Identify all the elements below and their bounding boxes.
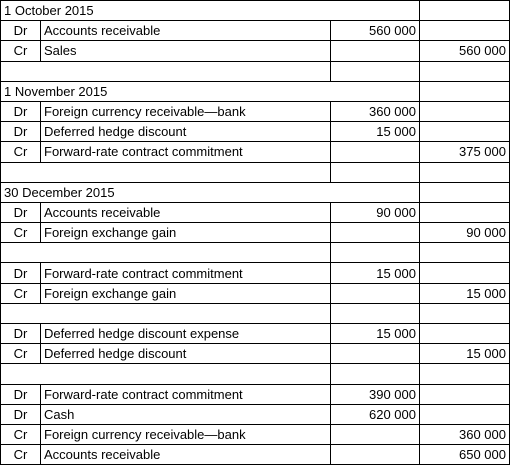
credit-amount: 375 000 xyxy=(420,142,510,162)
dr-cr-indicator: Cr xyxy=(1,424,41,444)
debit-amount: 560 000 xyxy=(331,21,420,41)
dr-cr-indicator: Cr xyxy=(1,223,41,243)
dr-cr-indicator: Cr xyxy=(1,41,41,61)
credit-amount xyxy=(420,21,510,41)
credit-amount xyxy=(420,122,510,142)
debit-amount xyxy=(331,41,420,61)
credit-amount xyxy=(420,324,510,344)
date-row xyxy=(1,182,510,202)
debit-amount xyxy=(331,142,420,162)
credit-cell xyxy=(420,1,510,21)
date-row xyxy=(1,1,510,21)
journal-line xyxy=(1,283,510,303)
dr-cr-indicator: Cr xyxy=(1,283,41,303)
credit-amount: 650 000 xyxy=(420,445,510,465)
dr-cr-indicator: Dr xyxy=(1,101,41,121)
debit-cell xyxy=(331,364,420,384)
account-name: Deferred hedge discount expense xyxy=(41,324,331,344)
account-name: Accounts receivable xyxy=(41,202,331,222)
credit-cell xyxy=(420,162,510,182)
debit-cell xyxy=(331,81,420,101)
account-name: Accounts receivable xyxy=(41,445,331,465)
debit-amount: 15 000 xyxy=(331,263,420,283)
debit-amount: 620 000 xyxy=(331,404,420,424)
debit-amount: 15 000 xyxy=(331,324,420,344)
journal-body xyxy=(1,1,510,465)
account-name: Foreign exchange gain xyxy=(41,223,331,243)
journal-line xyxy=(1,344,510,364)
journal-line xyxy=(1,101,510,121)
credit-amount xyxy=(420,202,510,222)
dr-cr-indicator: Dr xyxy=(1,202,41,222)
credit-cell xyxy=(420,182,510,202)
dr-cr-indicator: Cr xyxy=(1,142,41,162)
spacer-row xyxy=(1,61,510,81)
account-name: Foreign currency receivable—bank xyxy=(41,424,331,444)
debit-cell xyxy=(331,303,420,323)
credit-amount xyxy=(420,101,510,121)
credit-cell xyxy=(420,81,510,101)
spacer-row xyxy=(1,243,510,263)
dr-cr-indicator: Dr xyxy=(1,263,41,283)
credit-amount: 15 000 xyxy=(420,344,510,364)
credit-amount: 360 000 xyxy=(420,424,510,444)
journal-line xyxy=(1,404,510,424)
debit-amount xyxy=(331,223,420,243)
dr-cr-indicator: Cr xyxy=(1,344,41,364)
spacer-cell xyxy=(1,61,331,81)
debit-amount: 90 000 xyxy=(331,202,420,222)
journal-line xyxy=(1,445,510,465)
dr-cr-indicator: Dr xyxy=(1,21,41,41)
credit-cell xyxy=(420,364,510,384)
credit-amount xyxy=(420,384,510,404)
debit-amount xyxy=(331,424,420,444)
entry-date: 1 October 2015 xyxy=(1,1,331,21)
date-row xyxy=(1,81,510,101)
credit-cell xyxy=(420,243,510,263)
spacer-cell xyxy=(1,162,331,182)
journal-line xyxy=(1,223,510,243)
credit-amount xyxy=(420,404,510,424)
credit-amount: 90 000 xyxy=(420,223,510,243)
credit-cell xyxy=(420,303,510,323)
spacer-row xyxy=(1,162,510,182)
entry-date: 1 November 2015 xyxy=(1,81,331,101)
debit-amount xyxy=(331,445,420,465)
debit-amount xyxy=(331,283,420,303)
spacer-cell xyxy=(1,303,331,323)
credit-amount xyxy=(420,263,510,283)
journal-line xyxy=(1,424,510,444)
account-name: Forward-rate contract commitment xyxy=(41,263,331,283)
account-name: Foreign exchange gain xyxy=(41,283,331,303)
dr-cr-indicator: Dr xyxy=(1,384,41,404)
debit-cell xyxy=(331,182,420,202)
debit-amount: 390 000 xyxy=(331,384,420,404)
credit-amount: 15 000 xyxy=(420,283,510,303)
debit-cell xyxy=(331,243,420,263)
debit-cell xyxy=(331,61,420,81)
journal-line xyxy=(1,202,510,222)
dr-cr-indicator: Dr xyxy=(1,122,41,142)
debit-cell xyxy=(331,1,420,21)
dr-cr-indicator: Dr xyxy=(1,324,41,344)
credit-cell xyxy=(420,61,510,81)
credit-amount: 560 000 xyxy=(420,41,510,61)
journal-line xyxy=(1,122,510,142)
spacer-cell xyxy=(1,364,331,384)
journal-line xyxy=(1,41,510,61)
spacer-row xyxy=(1,364,510,384)
journal-line xyxy=(1,324,510,344)
debit-amount: 360 000 xyxy=(331,101,420,121)
dr-cr-indicator: Cr xyxy=(1,445,41,465)
entry-date: 30 December 2015 xyxy=(1,182,331,202)
account-name: Deferred hedge discount xyxy=(41,344,331,364)
spacer-cell xyxy=(1,243,331,263)
journal-line xyxy=(1,263,510,283)
account-name: Forward-rate contract commitment xyxy=(41,384,331,404)
debit-amount xyxy=(331,344,420,364)
account-name: Foreign currency receivable—bank xyxy=(41,101,331,121)
account-name: Cash xyxy=(41,404,331,424)
dr-cr-indicator: Dr xyxy=(1,404,41,424)
journal-line xyxy=(1,21,510,41)
journal-line xyxy=(1,384,510,404)
account-name: Accounts receivable xyxy=(41,21,331,41)
debit-cell xyxy=(331,162,420,182)
account-name: Sales xyxy=(41,41,331,61)
spacer-row xyxy=(1,303,510,323)
debit-amount: 15 000 xyxy=(331,122,420,142)
account-name: Deferred hedge discount xyxy=(41,122,331,142)
account-name: Forward-rate contract commitment xyxy=(41,142,331,162)
journal-line xyxy=(1,142,510,162)
